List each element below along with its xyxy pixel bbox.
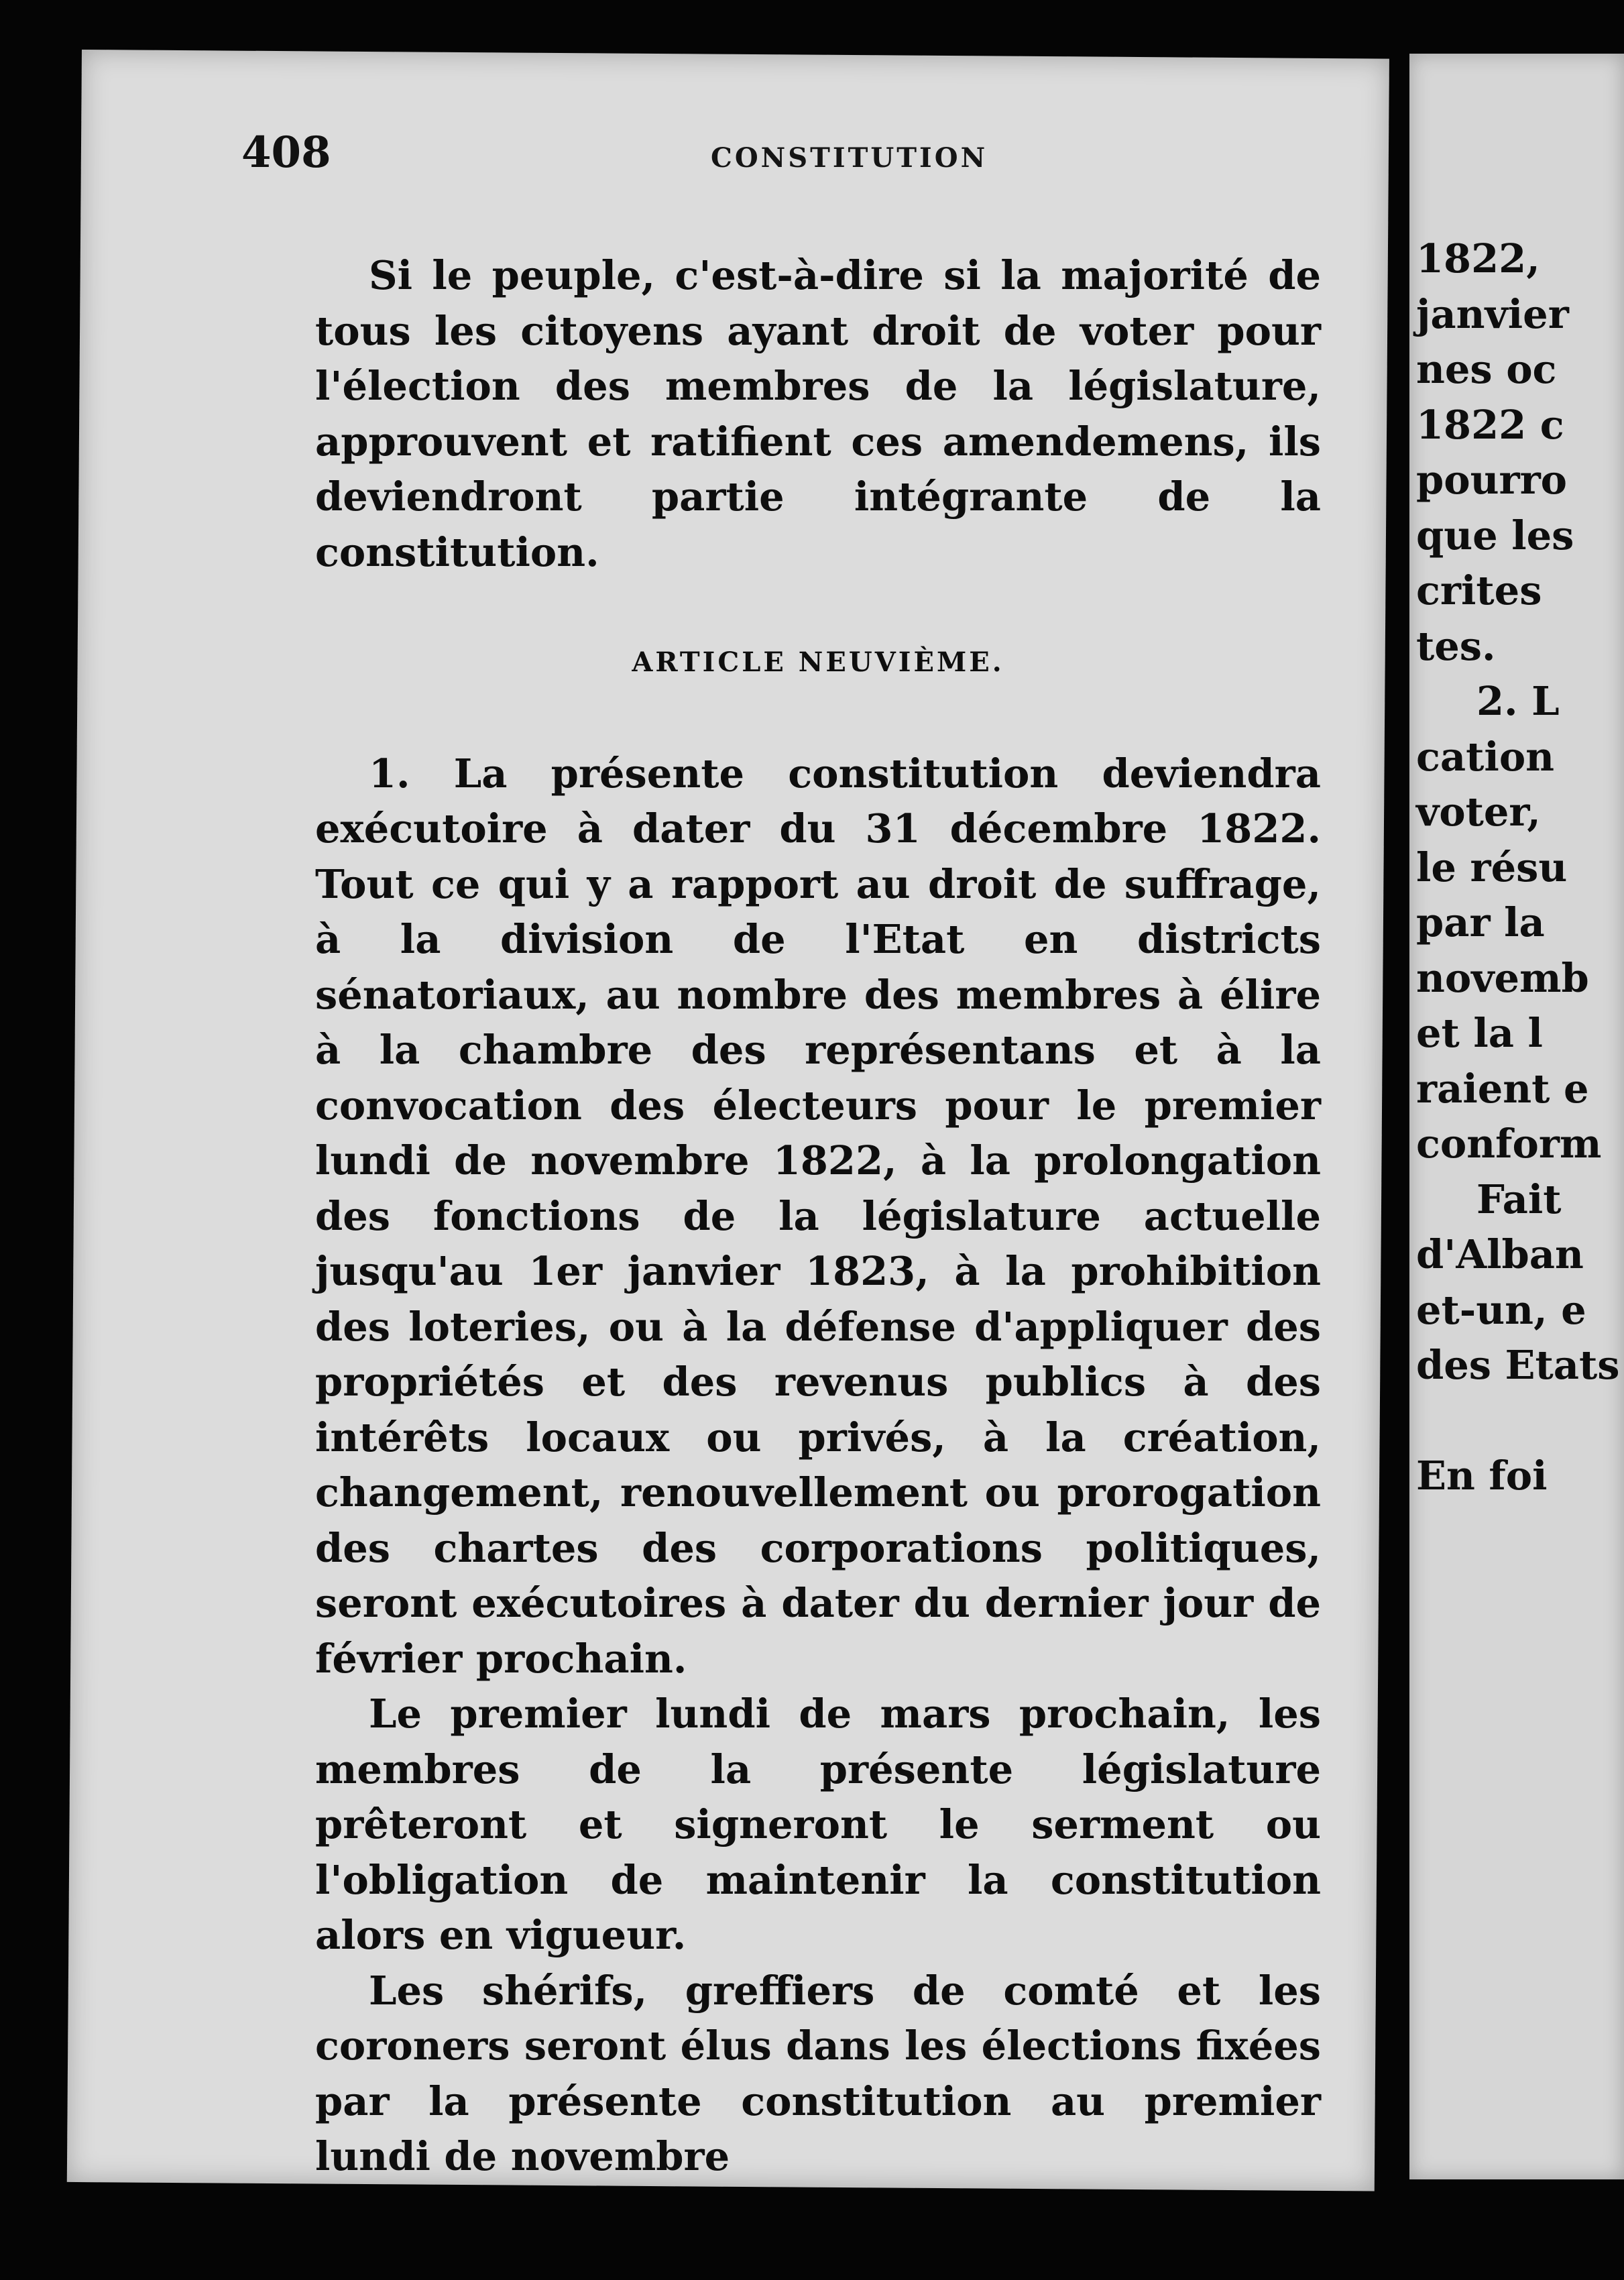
main-text-column (315, 248, 1321, 2185)
right-line: conform (1416, 1121, 1602, 1167)
paragraph-article-9-section-1: 1. La présente constitution deviendra exécutoire à dater du 31 décembre 1822. Tout ce qui y a rapport au droit de suffrage, à la division de l'Etat en districts sénatoriaux, au nombre des membres à élire à la chambre des représentans et à la convocation des électeurs pour le premier lundi de novembre 1822, à la prolongation des fonctions de la législature actuelle jusqu'au 1er janvier 1823, à la prohibition des loteries, ou à la défense d'appliquer des propriétés et des revenus publics à des intérêts locaux ou privés, à la création, changement, renouvellement ou prorogation des chartes des corporations politiques, seront exécutoires à dater du dernier jour de février prochain. (315, 750, 1321, 1682)
book-gutter (1389, 27, 1409, 2240)
right-line: nes oc (1416, 346, 1557, 392)
right-line: tes. (1416, 622, 1496, 669)
right-page (1409, 54, 1624, 2179)
paragraph-ratification: Si le peuple, c'est-à-dire si la majorité de tous les citoyens ayant droit de voter pour l'élection des membres de la législature, approuvent et ratifient ces amendemens, ils deviendront partie intégrante de la constitution. (315, 252, 1321, 575)
right-line: d'Alban (1416, 1231, 1584, 1277)
right-line: Fait (1476, 1176, 1562, 1222)
right-line: et-un, e (1416, 1286, 1586, 1333)
paragraph-oath: Le premier lundi de mars prochain, les membres de la présente législature prêteront et signeront le serment ou l'obligation de maintenir la constitution alors en vigueur. (315, 1691, 1321, 1958)
page-header (241, 127, 1314, 194)
right-line: cation (1416, 733, 1555, 780)
right-line: crites (1416, 567, 1542, 614)
right-line: des Etats (1416, 1342, 1620, 1388)
right-line: que les (1416, 512, 1574, 559)
right-line: En foi (1416, 1452, 1548, 1499)
spacer (1416, 1393, 1624, 1448)
right-line: pourro (1416, 457, 1568, 503)
right-line: 1822, (1416, 235, 1540, 282)
right-line: janvier (1416, 290, 1569, 337)
right-line: le résu (1416, 844, 1568, 891)
right-line: 2. L (1476, 678, 1560, 724)
right-line: novemb (1416, 954, 1589, 1001)
article-heading: ARTICLE NEUVIÈME. (632, 646, 1004, 678)
right-line: raient e (1416, 1065, 1589, 1112)
right-line: voter, (1416, 789, 1541, 835)
paragraph-sheriffs: Les shérifs, greffiers de comté et les coroners seront élus dans les élections fixées par la présente constitution au premier lundi de novembre (315, 1967, 1321, 2179)
page-number: 408 (241, 127, 331, 178)
right-page-text (1416, 231, 1624, 1503)
right-line: par la (1416, 899, 1545, 946)
right-line: 1822 c (1416, 401, 1564, 448)
running-head: CONSTITUTION (711, 142, 988, 174)
right-line: et la l (1416, 1010, 1543, 1056)
